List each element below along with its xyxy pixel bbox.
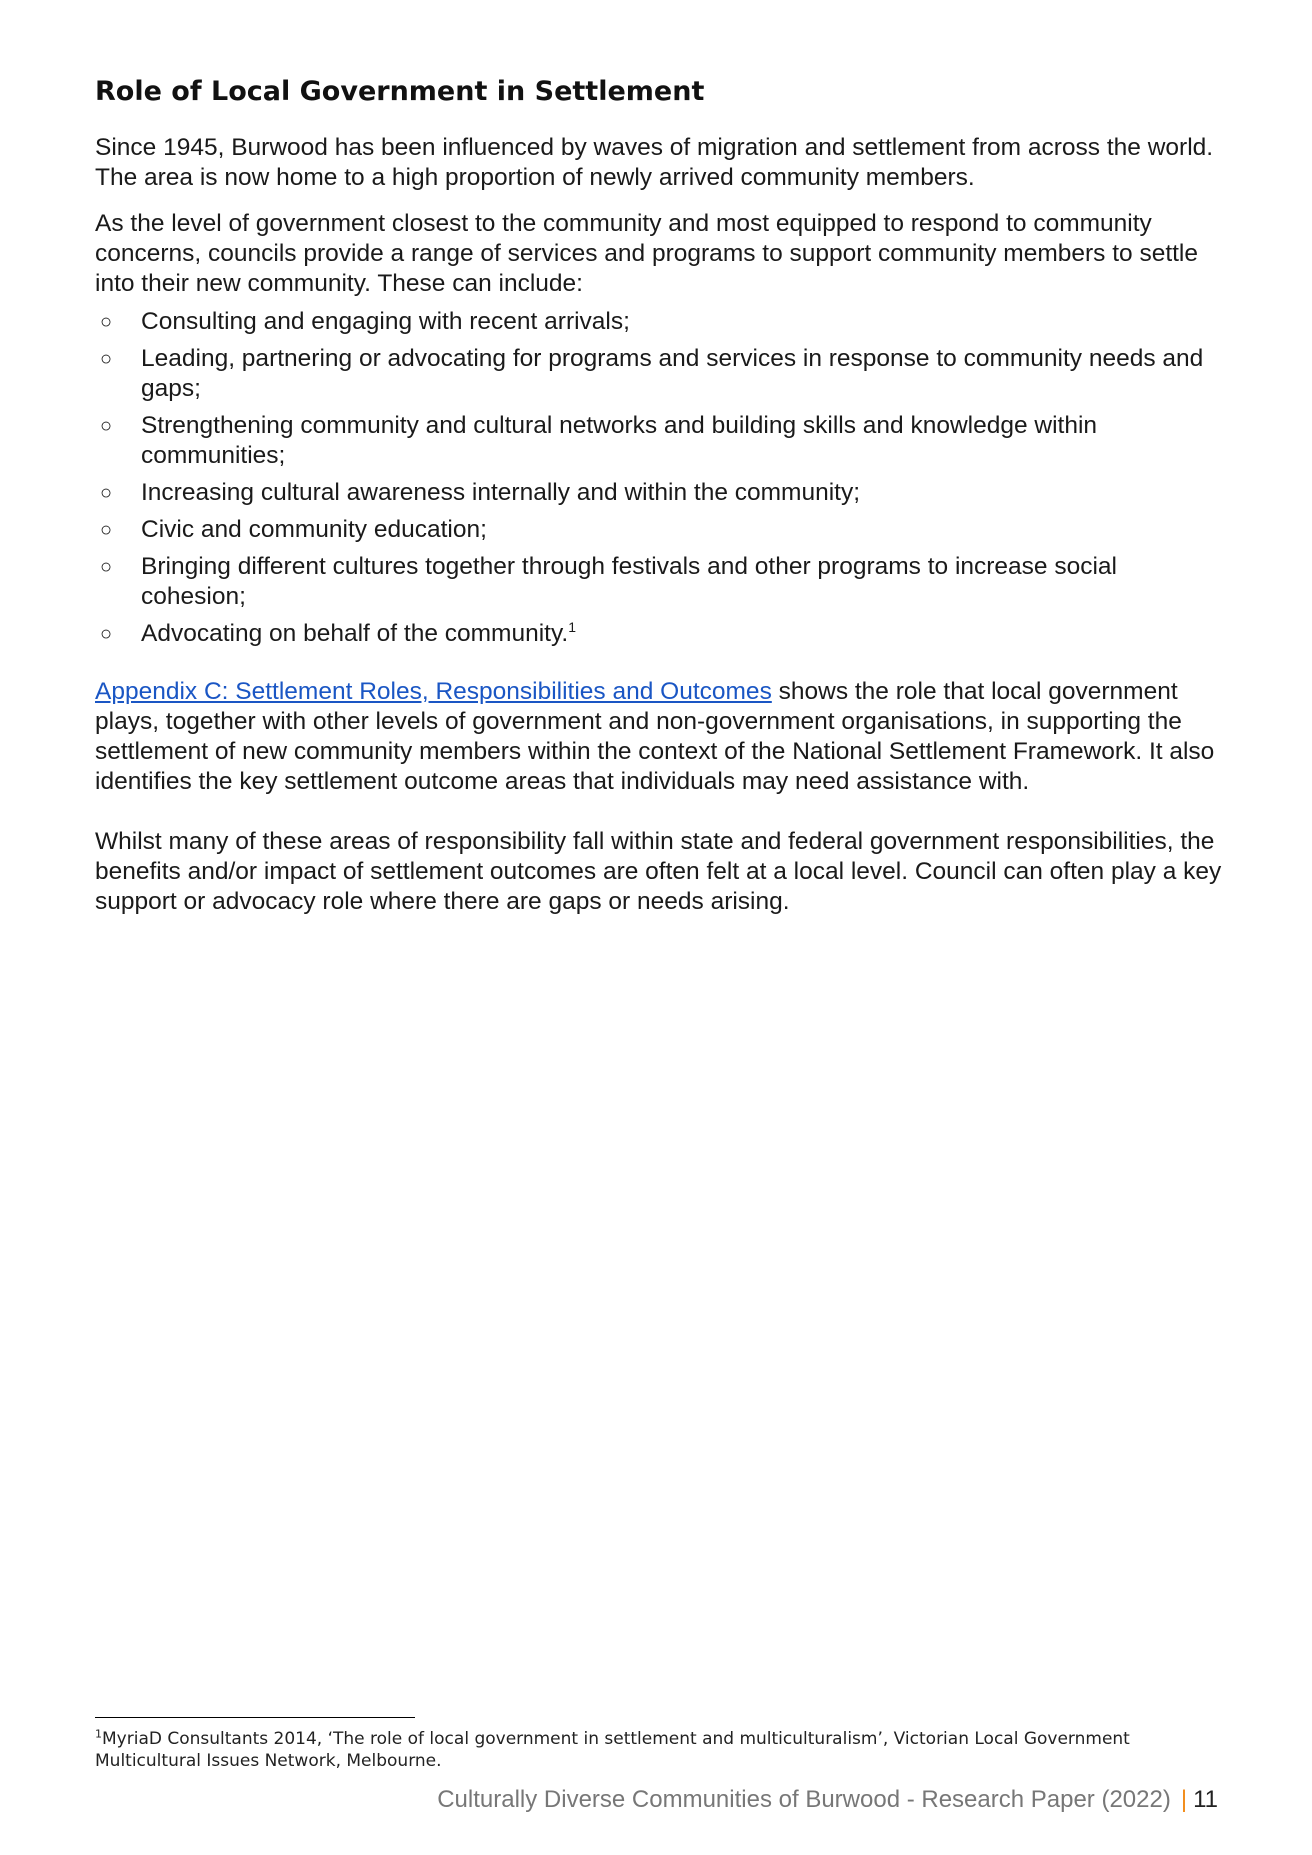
page-content <box>95 76 1225 933</box>
bullet-icon: ○ <box>100 482 113 504</box>
list-item: ○ Leading, partnering or advocating for programs and services in response to community needs and gaps; <box>100 345 1204 402</box>
responsibilities-paragraph: Whilst many of these areas of responsibility fall within state and federal government responsibilities, the benefits and/or impact of settlement outcomes are often felt at a local level. Council can often play a key support or advocacy role where there are gaps or needs arising. <box>95 828 1222 915</box>
list-item: ○ Civic and community education; <box>100 516 487 543</box>
page-footer <box>437 1786 1218 1814</box>
intro-paragraph: Since 1945, Burwood has been influenced by waves of migration and settlement from across the world. The area is now home to a high proportion of newly arrived community members. <box>95 134 1214 191</box>
appendix-link[interactable]: Appendix C: Settlement Roles, Responsibilities and Outcomes <box>95 678 772 705</box>
page-number: 11 <box>1193 1786 1218 1813</box>
list-item: ○ Bringing different cultures together through festivals and other programs to increase social cohesion; <box>100 553 1118 610</box>
section-heading: Role of Local Government in Settlement <box>95 76 705 107</box>
list-item: ○ Advocating on behalf of the community.$^1$ <box>100 618 576 647</box>
bullet-icon: ○ <box>100 519 113 541</box>
bullet-icon: ○ <box>100 623 113 645</box>
bullet-icon: ○ <box>100 556 113 578</box>
footnote <box>95 1728 1225 1772</box>
bullet-icon: ○ <box>100 311 113 333</box>
footnote-reference[interactable]: 1 <box>568 618 576 635</box>
footnote-number: 1 <box>95 1727 102 1741</box>
footer-title: Culturally Diverse Communities of Burwood - Research Paper (2022) <box>437 1786 1171 1813</box>
appendix-paragraph: Appendix C: Settlement Roles, Responsibilities and Outcomes shows the role that local government plays, together with other levels of government and non-government organisations, in supporting the settlement of new community members within the context of the National Settlement Framework. It also identifies the key settlement outcome areas that individuals may need assistance with. <box>95 678 1215 795</box>
councils-paragraph: As the level of government closest to the community and most equipped to respond to community concerns, councils provide a range of services and programs to support community members to settle into their new community. These can include: <box>95 210 1199 297</box>
footnote-text: MyriaD Consultants 2014, ‘The role of local government in settlement and multiculturalism’, Victorian Local Government Multicultural Issues Network, Melbourne. <box>95 1729 1130 1771</box>
list-item: ○ Strengthening community and cultural networks and building skills and knowledge within communities; <box>100 412 1098 469</box>
bullet-icon: ○ <box>100 415 113 437</box>
list-item: ○ Increasing cultural awareness internally and within the community; <box>100 479 861 506</box>
footnote-divider <box>95 1717 415 1718</box>
bullet-icon: ○ <box>100 348 113 370</box>
list-item: ○ Consulting and engaging with recent arrivals; <box>100 308 630 335</box>
footer-separator: | <box>1180 1786 1188 1813</box>
services-list <box>95 307 1225 649</box>
